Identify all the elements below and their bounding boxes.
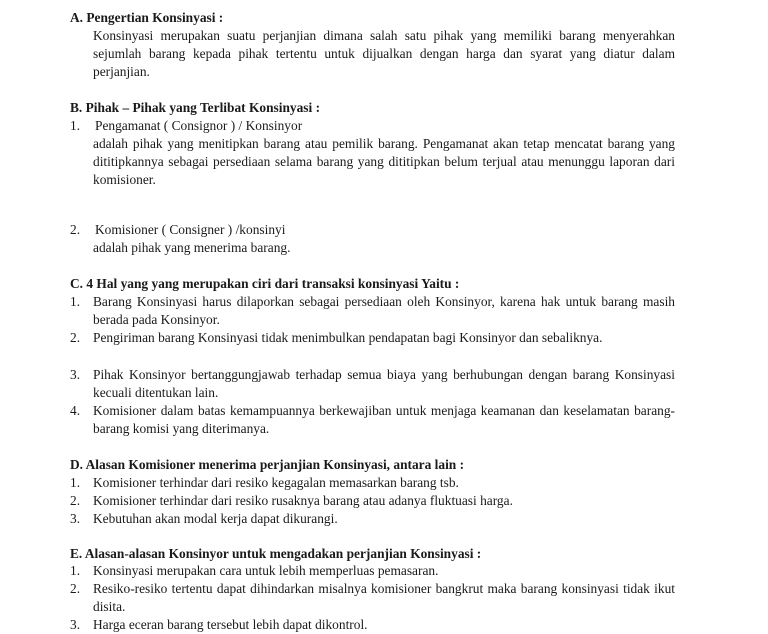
list-item	[70, 402, 675, 438]
list-item	[70, 510, 675, 528]
list-number: 2.	[70, 222, 81, 237]
section-b-item-2-body: adalah pihak yang menerima barang.	[93, 240, 291, 255]
list-number: 1.	[70, 475, 81, 490]
section-b-item-1-body: adalah pihak yang menitipkan barang atau pemilik barang. Pengamanat akan tetap mencatat barang yang dititipkannya sebagai persediaan selama barang yang dititipkan belum terjual atau menunggu laporan dari komisioner.	[93, 136, 675, 187]
list-item	[70, 293, 675, 329]
list-number: 2.	[70, 330, 81, 345]
list-item-text: Resiko-resiko tertentu dapat dihindarkan misalnya komisioner bangkrut maka barang konsinyasi tidak ikut disita.	[93, 581, 675, 614]
list-item-text: Komisioner terhindar dari resiko rusaknya barang atau adanya fluktuasi harga.	[93, 493, 513, 508]
section-b-item-2-title	[70, 221, 285, 239]
list-item-text: Konsinyasi merupakan cara untuk lebih memperluas pemasaran.	[93, 563, 439, 578]
list-item	[70, 616, 675, 634]
list-number: 3.	[70, 617, 81, 632]
list-number: 3.	[70, 511, 81, 526]
list-number: 2.	[70, 493, 81, 508]
list-item-text: Pengiriman barang Konsinyasi tidak menimbulkan pendapatan bagi Konsinyor dan sebaliknya.	[93, 330, 603, 345]
list-item-title: Pengamanat ( Consignor ) / Konsinyor	[95, 118, 303, 133]
section-a-body: Konsinyasi merupakan suatu perjanjian dimana salah satu pihak yang memiliki barang menyerahkan sejumlah barang kepada pihak tertentu untuk dijualkan dengan harga dan syarat yang diatur dalam perjanjian.	[93, 28, 675, 79]
list-number: 2.	[70, 581, 81, 596]
list-item-text: Pihak Konsinyor bertanggungjawab terhadap semua biaya yang berhubungan dengan barang Konsinyasi kecuali ditentukan lain.	[93, 367, 675, 400]
list-number: 3.	[70, 367, 81, 382]
list-item	[70, 492, 675, 510]
list-item-text: Komisioner dalam batas kemampuannya berkewajiban untuk menjaga keamanan dan keselamatan barang-barang komisi yang diterimanya.	[93, 403, 675, 436]
section-e-heading: E. Alasan-alasan Konsinyor untuk mengadakan perjanjian Konsinyasi :	[70, 546, 482, 561]
list-number: 1.	[70, 118, 81, 133]
list-item-text: Kebutuhan akan modal kerja dapat dikurangi.	[93, 511, 338, 526]
list-item-text: Barang Konsinyasi harus dilaporkan sebagai persediaan oleh Konsinyor, karena hak untuk barang masih berada pada Konsinyor.	[93, 294, 675, 327]
list-number: 1.	[70, 563, 81, 578]
section-a-heading: A. Pengertian Konsinyasi :	[70, 10, 224, 25]
section-d-heading: D. Alasan Komisioner menerima perjanjian Konsinyasi, antara lain :	[70, 457, 465, 472]
list-item-title: Komisioner ( Consigner ) /konsinyi	[95, 222, 286, 237]
list-number: 1.	[70, 294, 81, 309]
list-item	[70, 329, 675, 347]
list-item	[70, 562, 675, 580]
list-item	[70, 474, 675, 492]
list-item	[70, 366, 675, 402]
list-item	[70, 580, 675, 616]
section-c-heading: C. 4 Hal yang yang merupakan ciri dari transaksi konsinyasi Yaitu :	[70, 276, 460, 291]
list-item-text: Harga eceran barang tersebut lebih dapat dikontrol.	[93, 617, 368, 632]
section-b-heading: B. Pihak – Pihak yang Terlibat Konsinyasi :	[70, 100, 321, 115]
list-number: 4.	[70, 403, 81, 418]
section-b-item-1-title	[70, 117, 302, 135]
list-item-text: Komisioner terhindar dari resiko kegagalan memasarkan barang tsb.	[93, 475, 459, 490]
